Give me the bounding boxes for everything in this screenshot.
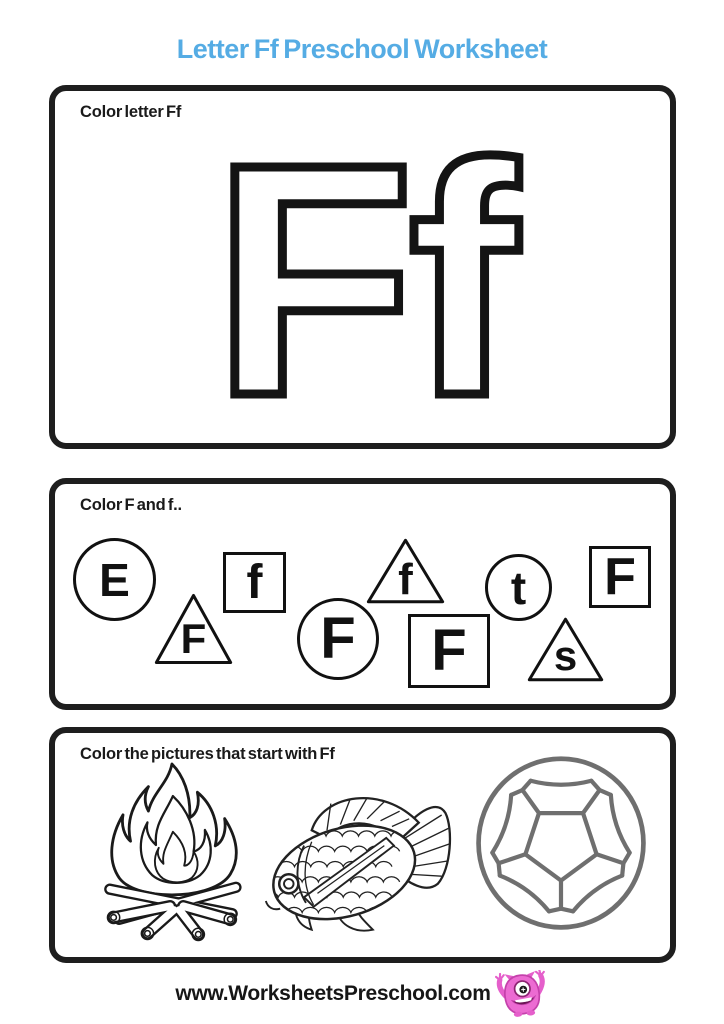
letter-ff-outline[interactable]: Ff: [212, 95, 513, 464]
shape-triangle[interactable]: [366, 538, 445, 604]
shape-circle[interactable]: [485, 554, 552, 621]
shape-letter: t: [510, 561, 527, 614]
page-title: Letter Ff Preschool Worksheet: [176, 34, 548, 64]
shape-letter: F: [431, 618, 467, 683]
shape-letter: f: [246, 555, 263, 609]
football-picture[interactable]: [472, 754, 650, 934]
campfire-icon: [91, 755, 251, 950]
section-color-pictures: [49, 727, 676, 963]
shape-letter: F: [604, 548, 636, 606]
fish-icon: [241, 774, 456, 942]
section-label: Color letter Ff: [80, 103, 182, 121]
monster-mascot-icon: [495, 970, 549, 1018]
shape-circle[interactable]: [73, 538, 156, 621]
footer: [0, 970, 724, 1018]
section-color-shapes: [49, 478, 676, 710]
fire-picture[interactable]: [91, 755, 251, 950]
shape-letter: f: [398, 555, 413, 604]
shape-square[interactable]: [589, 546, 651, 608]
big-outline-letters[interactable]: [55, 91, 670, 464]
fish-picture[interactable]: [241, 774, 456, 942]
shape-triangle[interactable]: [527, 617, 604, 682]
website-link[interactable]: www.WorksheetsPreschool.com: [175, 982, 491, 1005]
section-label: Color F and f..: [80, 496, 182, 514]
football-icon: [472, 754, 650, 934]
shape-letter: E: [99, 553, 130, 606]
shape-square[interactable]: [408, 614, 490, 688]
section-label: Color the pictures that start with Ff: [80, 745, 335, 763]
shape-circle[interactable]: [297, 598, 379, 680]
shape-letter: F: [180, 615, 207, 662]
shape-letter: s: [553, 632, 578, 679]
shape-triangle[interactable]: [154, 593, 233, 665]
shape-square[interactable]: [223, 552, 286, 613]
section-color-letter: [49, 85, 676, 464]
shape-letter: F: [320, 606, 356, 671]
